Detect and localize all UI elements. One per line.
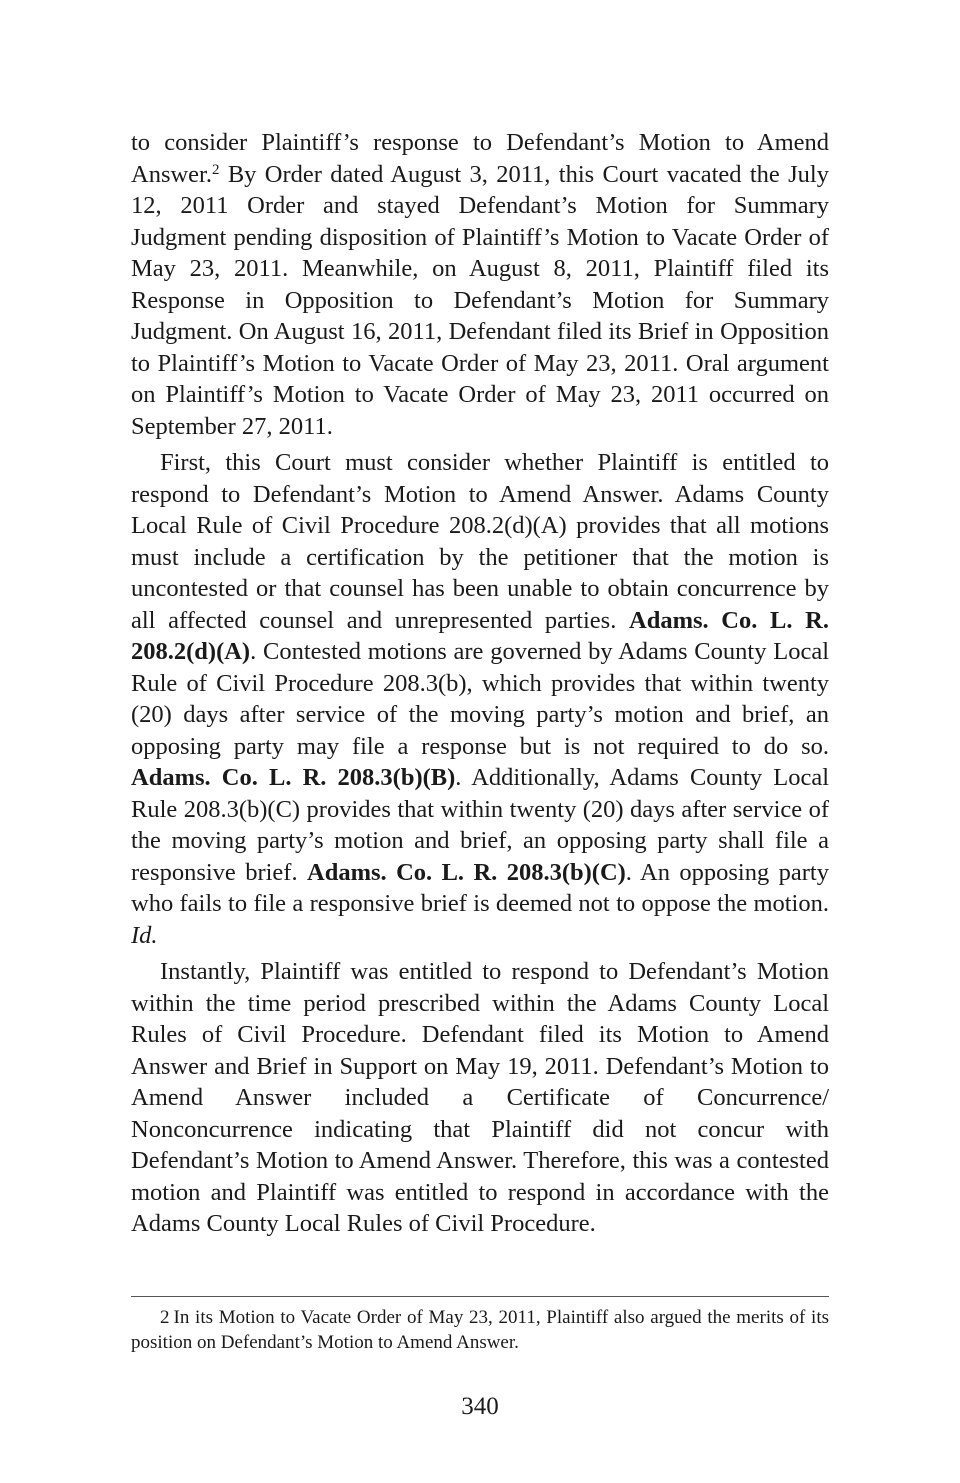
footnote [131,1305,829,1355]
paragraph-conclusion: Instantly, Plaintiff was entitled to respond to Defendant’s Motion within the time period prescribed within the Adams County Local Rules of Civil Procedure. Defendant filed its Motion to Amend Answer and Brief in Support on May 19, 2011. Defendant’s Motion to Amend Answer included a Certificate of Concurrence/ Nonconcurrence indicating that Plaintiff did not concur with Defendant’s Motion to Amend Answer. Therefore, this was a contested motion and Plaintiff was entitled to respond in accordance with the Adams County Local Rules of Civil Procedure. [131,958,829,1237]
footnote-reference: 2 [211,161,220,178]
footnote-divider [131,1296,829,1297]
citation: Adams. Co. L. R. 208.2(d)(A) [131,606,829,665]
paragraph-text: to consider Plaintiff’s response to Defendant’s Motion to Amend Answer. [131,129,829,188]
paragraph-procedural-history [131,127,829,442]
citation: Adams. Co. L. R. 208.3(b)(B) [131,764,456,791]
paragraph-local-rules [131,447,829,951]
paragraph-text: . Additionally, Adams County Local Rule 208.3(b)(C) provides that within twenty (20) days after service of the moving party’s motion and brief, an opposing party shall file a responsive brief. [131,764,830,886]
body-text [131,127,829,1240]
paragraph-text: . Contested motions are governed by Adams County Local Rule of Civil Procedure 208.3(b), which provides that within twenty (20) days after service of the moving party’s motion and brief, an opposing party may file a response but is not required to do so. [131,638,829,760]
footnote-mark: 2 [160,1307,170,1328]
paragraph-text: . An opposing party who fails to file a responsive brief is deemed not to oppose the motion. [131,858,829,917]
page-number: 340 [461,1393,499,1420]
paragraph-text: By Order dated August 3, 2011, this Court vacated the July 12, 2011 Order and stayed Defendant’s Motion for Summary Judgment pending disposition of Plaintiff’s Motion to Vacate Order of May 23, 2011. Meanwhile, on August 8, 2011, Plaintiff filed its Response in Opposition to Defendant’s Motion for Summary Judgment. On August 16, 2011, Defendant filed its Brief in Opposition to Plaintiff’s Motion to Vacate Order of May 23, 2011. Oral argument on Plaintiff’s Motion to Vacate Order of May 23, 2011 occurred on September 27, 2011. [131,160,829,440]
footnote-text: In its Motion to Vacate Order of May 23, 2011, Plaintiff also argued the merits of its position on Defendant’s Motion to Amend Answer. [131,1307,829,1353]
citation-id: Id. [131,921,158,949]
paragraph-text: First, this Court must consider whether Plaintiff is entitled to respond to Defendant’s Motion to Amend Answer. Adams County Local Rule of Civil Procedure 208.2(d)(A) provides that all motions must include a certification by the petitioner that the motion is uncontested or that counsel has been unable to obtain concurrence by all affected counsel and unrepresented parties. [131,449,829,634]
citation: Adams. Co. L. R. 208.3(b)(C) [307,858,626,886]
